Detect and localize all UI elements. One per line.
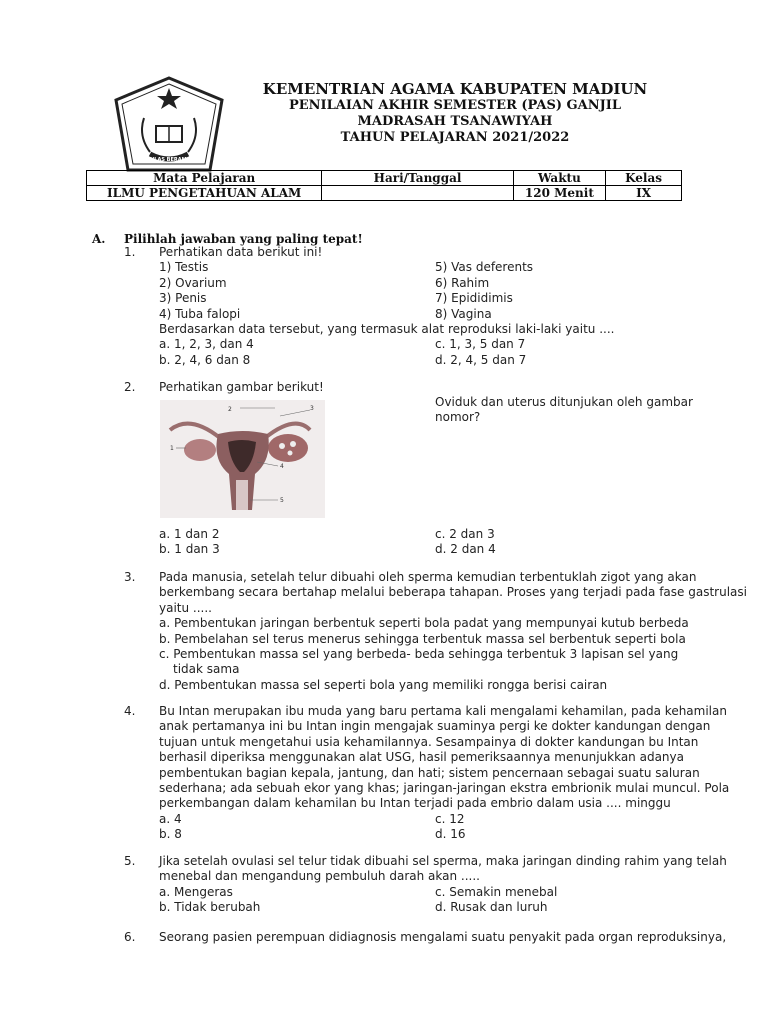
question-line: Pada manusia, setelah telur dibuahi oleh sperma kemudian terbentuklah zigot yang akan (159, 570, 697, 584)
option-a: a. Mengeras (159, 884, 233, 899)
question-line: berhasil diperiksa menggunakan alat USG, hasil pemeriksaannya menunjukkan adanya (159, 750, 684, 765)
header-line3: MADRASAH TSANAWIYAH (357, 114, 553, 129)
label-1: 1 (170, 445, 174, 452)
exam-info-table (86, 170, 682, 201)
option-b: b. Pembelahan sel terus menerus sehingga terbentuk massa sel berbentuk seperti bola (159, 631, 686, 646)
list-item (159, 291, 729, 306)
section-title: Pilihlah jawaban yang paling tepat! (124, 232, 363, 246)
option-a: a. 4 (159, 811, 182, 826)
header-line2: PENILAIAN AKHIR SEMESTER (PAS) GANJIL (288, 98, 621, 113)
option-c: c. 12 (435, 811, 465, 826)
options-row (159, 337, 729, 352)
item-left: 1) Testis (159, 260, 209, 275)
question-line: Seorang pasien perempuan didiagnosis mengalami suatu penyakit pada organ reproduksinya, (159, 930, 727, 944)
question-text: Berdasarkan data tersebut, yang termasuk alat reproduksi laki-laki yaitu .... (159, 321, 615, 336)
question-line: menebal dan mengandung pembuluh darah akan ..... (159, 869, 480, 884)
question-line: pembentukan bagian kepala, jantung, dan hati; sistem pencernaan sebagai suatu saluran (159, 765, 700, 780)
item-left: 4) Tuba falopi (159, 306, 241, 321)
section-letter: A. (92, 232, 106, 246)
option-c: c. 2 dan 3 (435, 527, 495, 541)
option-d: d. 2, 4, 5 dan 7 (435, 352, 527, 367)
option-d: d. Pembentukan massa sel seperti bola yang memiliki rongga berisi cairan (159, 677, 608, 692)
question-line: berkembang secara bertahap melalui beberapa tahapan. Proses yang terjadi pada fase gastrulasi (159, 585, 747, 600)
header-line1: KEMENTRIAN AGAMA KABUPATEN MADIUN (262, 80, 648, 98)
question-line: anak pertamanya ini bu Intan ingin mengajak suaminya pergi ke dokter kandungan dengan (159, 719, 711, 734)
option-a: a. 1 dan 2 (159, 527, 220, 541)
question-number: 5. (124, 854, 136, 868)
option-b: b. 8 (159, 827, 182, 842)
logo-ribbon-text: IKHLAS BERAMAL (144, 157, 194, 163)
options-row (159, 900, 729, 915)
label-3: 3 (310, 405, 314, 412)
document-header (220, 80, 690, 146)
question-line: Jika setelah ovulasi sel telur tidak dibuahi sel sperma, maka jaringan dinding rahim yang telah (159, 854, 727, 868)
question-line: yaitu ..... (159, 600, 212, 615)
question-prompt: Perhatikan gambar berikut! (159, 380, 324, 394)
header-subject: Mata Pelajaran (87, 171, 322, 186)
question-text-line1: Oviduk dan uterus ditunjukan oleh gambar (435, 395, 693, 409)
question-line: tujuan untuk mengetahui usia kehamilannya. Sesampainya di dokter kandungan bu Intan (159, 734, 699, 749)
header-date: Hari/Tanggal (322, 171, 513, 186)
value-time: 120 Menit (513, 186, 605, 201)
item-right: 6) Rahim (435, 275, 490, 290)
options-row (159, 885, 729, 900)
options-row (159, 527, 729, 542)
table-header-row (87, 171, 682, 186)
header-time: Waktu (513, 171, 605, 186)
options-row (159, 812, 729, 827)
question-number: 3. (124, 570, 136, 584)
question-number: 2. (124, 380, 136, 394)
question-line: sederhana; ada sebuah ekor yang khas; jaringan-jaringan ekstra embrionik mulai muncul. Pola (159, 780, 730, 795)
option-b: b. 1 dan 3 (159, 542, 220, 557)
option-c: c. 1, 3, 5 dan 7 (435, 337, 526, 352)
options-row (159, 353, 729, 368)
question-text-line2: nomor? (435, 410, 481, 425)
header-class: Kelas (606, 171, 682, 186)
question-prompt: Perhatikan data berikut ini! (159, 245, 323, 259)
options-row (159, 827, 729, 842)
item-left: 2) Ovarium (159, 275, 227, 290)
value-date (322, 186, 513, 201)
item-right: 8) Vagina (435, 306, 492, 321)
value-class: IX (606, 186, 682, 201)
list-item (159, 276, 729, 291)
option-a: a. Pembentukan jaringan berbentuk seperti bola padat yang mempunyai kutub berbeda (159, 616, 689, 631)
item-right: 5) Vas deferents (435, 260, 534, 275)
question-number: 4. (124, 704, 136, 718)
option-d: d. 2 dan 4 (435, 542, 496, 557)
question-number: 6. (124, 930, 136, 944)
question-line: Bu Intan merupakan ibu muda yang baru pertama kali mengalami kehamilan, pada kehamilan (159, 704, 727, 718)
question-number: 1. (124, 245, 136, 259)
question-line: perkembangan dalam kehamilan bu Intan terjadi pada embrio dalam usia .... minggu (159, 796, 671, 811)
item-right: 7) Epididimis (435, 291, 513, 306)
uterus-diagram (160, 400, 325, 518)
value-subject: ILMU PENGETAHUAN ALAM (87, 186, 322, 201)
label-4: 4 (280, 463, 284, 470)
label-2: 2 (228, 406, 232, 413)
header-line4: TAHUN PELAJARAN 2021/2022 (340, 130, 570, 145)
option-d: d. Rusak dan luruh (435, 900, 548, 915)
list-item (159, 307, 729, 322)
kemenag-logo (110, 74, 228, 174)
option-a: a. 1, 2, 3, dan 4 (159, 337, 254, 352)
option-c-continued: tidak sama (173, 662, 240, 677)
option-b: b. Tidak berubah (159, 900, 261, 915)
table-row (87, 186, 682, 201)
option-b: b. 2, 4, 6 dan 8 (159, 352, 251, 367)
list-item (159, 260, 729, 275)
label-5: 5 (280, 497, 284, 504)
option-d: d. 16 (435, 827, 466, 842)
item-left: 3) Penis (159, 291, 207, 306)
options-row (159, 542, 729, 557)
option-c: c. Pembentukan massa sel yang berbeda- beda sehingga terbentuk 3 lapisan sel yang (159, 646, 679, 661)
option-c: c. Semakin menebal (435, 884, 558, 899)
